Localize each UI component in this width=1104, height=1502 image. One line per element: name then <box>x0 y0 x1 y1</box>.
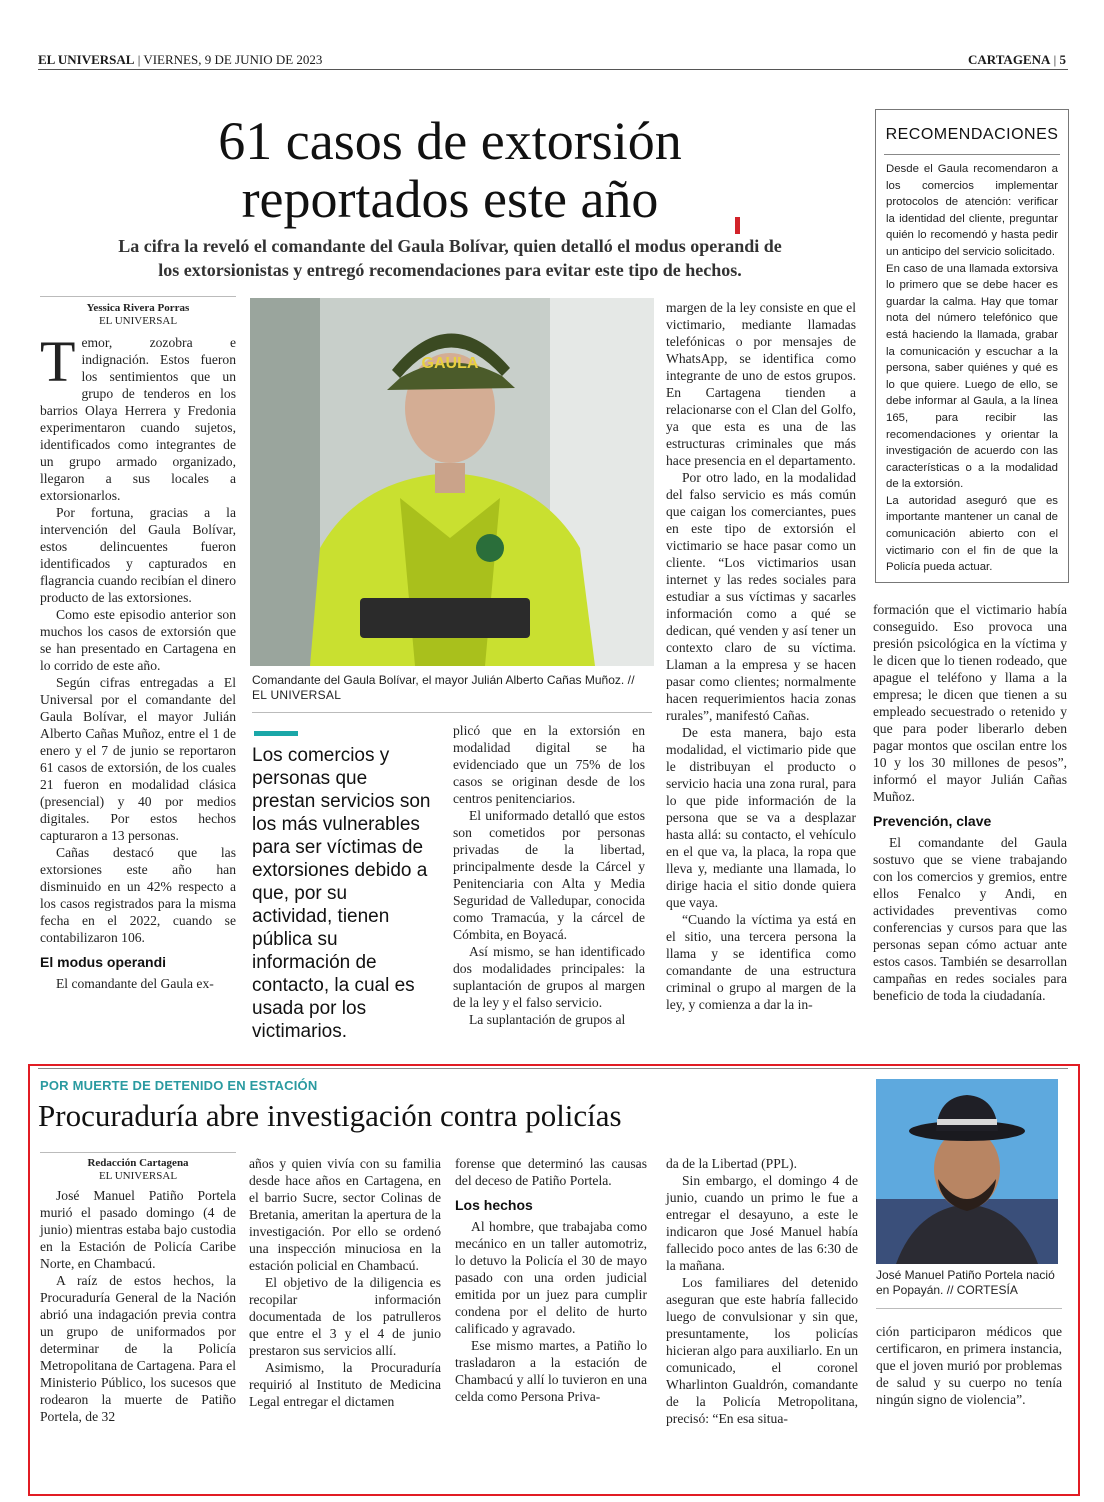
byline <box>40 302 236 328</box>
body-paragraph: ción participaron médicos que certificaron, en primera instancia, que el joven murió por problemas de salud y su cuerpo no tenía ningún signo de violencia”. <box>876 1324 1062 1407</box>
body-paragraph: El uniformado detalló que estos son cometidos por personas privadas de la libertad, principalmente desde la Cárcel y Penitenciaria con Alta y Media Seguridad de Valledupar, conocida como Tramacúa, y la cárcel de Cómbita, en Boyacá. <box>453 808 645 942</box>
recommendation-paragraph: Desde el Gaula recomendaron a los comercios implementar protocolos de atención: verificar la identidad del cliente, preguntar quién lo recomendó y hasta pedir un anticipo del servicio solicitado. <box>886 163 1058 258</box>
page-header-left: EL UNIVERSAL | VIERNES, 9 DE JUNIO DE 2023 <box>38 52 323 67</box>
headline-line-1: 61 casos de extorsión <box>218 111 682 171</box>
byline <box>40 1157 236 1183</box>
photo1-caption <box>252 673 652 703</box>
pullquote: Los comercios y personas que prestan servicios son los más vulnerables para ser víctimas de extorsiones debido a que, por su actividad, tienen pública su información de contacto, la cual es usada por los victimarios. <box>252 745 431 1042</box>
story2-kicker: POR MUERTE DE DETENIDO EN ESTACIÓN <box>40 1078 318 1093</box>
story2-column-1 <box>40 1157 236 1425</box>
header-rule <box>38 69 1068 70</box>
lead-paragraph <box>40 329 236 504</box>
body-paragraph: Los familiares del detenido aseguran que este habría fallecido luego de convulsionar y sin que, presuntamente, los policías hicieran algo para auxiliarlo. En un comunicado, el coronel Wharlinton Gualdrón, comandante de la Policía Metropolitana, precisó: “En esa situa- <box>666 1275 858 1426</box>
body-paragraph: El objetivo de la diligencia es recopilar información documentada de los patrulleros que entre el 3 y el 4 de junio prestaron sus servicios allí. <box>249 1275 441 1358</box>
byline-rule <box>40 296 236 297</box>
byline-org: EL UNIVERSAL <box>98 315 178 327</box>
recommendations-box <box>875 109 1069 583</box>
byline-org: EL UNIVERSAL <box>98 1170 178 1182</box>
issue-date: VIERNES, 9 DE JUNIO DE 2023 <box>143 52 323 67</box>
story1-column-4 <box>666 299 856 1013</box>
body-paragraph: De esta manera, bajo esta modalidad, el victimario pide que le distribuyan el producto o servicio hacia una zona rural, para lo que pide información de la persona que se va a desplazar hasta allá: su contacto, el vehículo en el que va, la placa, la ropa que lleva y, mediante una llamada, lo dirige hacia el sitio donde quiera que vaya. <box>666 725 856 910</box>
body-paragraph: años y quien vivía con su familia desde hace años en Cartagena, en el barrio Sucre, sector Colinas de Bretania, ameritan la apertura de la investigación. Por ello se ordenó una inspección minuciosa en la estación policial en Chambacú. <box>249 1156 441 1273</box>
body-paragraph: A raíz de estos hechos, la Procuraduría General de la Nación abrió una indagación previa contra un grupo de uniformados por determinar de la Policía Metropolitana de Cartagena. Para el Ministerio Público, los sucesos que rodearon la muerte de Patiño Portela, de 32 <box>40 1273 236 1424</box>
cap-text: GAULA <box>421 355 479 372</box>
drop-cap: T <box>40 329 76 394</box>
caption-rule <box>252 712 652 713</box>
page-number: 5 <box>1059 52 1066 67</box>
main-headline <box>150 112 750 228</box>
subheading-modus-operandi: El modus operandi <box>40 954 167 970</box>
subheading-prevencion: Prevención, clave <box>873 813 992 829</box>
story2-column-5 <box>876 1323 1062 1408</box>
story2-column-4 <box>666 1155 858 1427</box>
byline-name: Redacción Cartagena <box>87 1157 189 1169</box>
story1-column-5 <box>873 601 1067 1004</box>
red-accent-mark <box>735 217 740 234</box>
lead-text: emor, zozobra e indignación. Estos fueron los sentimientos que un grupo de tenderos en los barrios Olaya Herrera y Fredonia experimentaron cuando sujetos, identificados como integrantes de un grupo armado organizado, llegaron a sus locales a extorsionarlos. <box>40 335 236 503</box>
commander-photo-illustration <box>250 298 654 666</box>
body-paragraph: Por otro lado, en la modalidad del falso servicio es más común que caigan los comerciantes, pues en este tipo de extorsión el victimario se hace pasar como un cliente. “Los victimarios usan internet y las redes sociales para estudiar a sus víctimas y sacarles información como a qué se dedican, qué venden y así tener un contexto claro de su víctima. Llaman a la empresa y se hacen pasar como clientes; normalmente hacen requerimientos hacia zonas rurales”, manifestó Cañas. <box>666 470 856 723</box>
body-paragraph: forense que determinó las causas del deceso de Patiño Portela. <box>455 1156 647 1188</box>
body-paragraph: Al hombre, que trabajaba como mecánico en un taller automotriz, lo detuvo la Policía el 30 de mayo pasado con una orden judicial emitida por un juez para cumplir condena por el delito de hurto calificado y agravado. <box>455 1219 647 1336</box>
story2-headline: Procuraduría abre investigación contra policías <box>38 1098 622 1133</box>
body-paragraph: La suplantación de grupos al <box>469 1012 626 1027</box>
photo1-credit: // EL UNIVERSAL <box>252 673 635 702</box>
recommendations-rule <box>884 154 1060 155</box>
photo1-caption-text: Comandante del Gaula Bolívar, el mayor Julián Alberto Cañas Muñoz. <box>252 673 625 687</box>
byline-rule <box>40 1152 236 1153</box>
section-name: CARTAGENA <box>968 52 1051 67</box>
story2-column-2 <box>249 1155 441 1410</box>
body-paragraph: El comandante del Gaula ex- <box>56 976 214 991</box>
page-header-right: CARTAGENA | 5 <box>968 52 1066 67</box>
body-paragraph: Sin embargo, el domingo 4 de junio, cuando un primo le fue a entregar el desayuno, a este le indicaron que José Manuel había fallecido poco antes de las 6:30 de la mañana. <box>666 1173 858 1273</box>
recommendations-text <box>876 161 1068 576</box>
subhead-line-2: los extorsionistas y entregó recomendaciones para evitar este tipo de hechos. <box>158 260 742 280</box>
photo2-caption <box>876 1268 1062 1298</box>
body-paragraph: Cañas destacó que las extorsiones este año han disminuido en un 42% respecto a los casos registrados para la misma fecha en el 2022, cuando se contabilizaron 106. <box>40 845 236 945</box>
body-paragraph: margen de la ley consiste en que el victimario, mediante llamadas telefónicas o por mensajes de WhatsApp, se identifica como integrante de uno de estos grupos. En Cartagena tienden a relacionarse con el Clan del Golfo, ya que esta es una de las estructuras criminales que más hace presencia en el departamento. <box>666 300 856 468</box>
story1-column-3 <box>453 722 645 1028</box>
caption-rule <box>876 1308 1062 1309</box>
body-paragraph: da de la Libertad (PPL). <box>666 1156 797 1171</box>
recommendation-paragraph: En caso de una llamada extorsiva lo primero que se debe hacer es guardar la calma. Hay que tomar nota del número telefónico que está haciendo la llamada, grabar la comunicación y escuchar a la persona, saber quiénes y qué es lo que quiere. Luego de ello, se debe informar al Gaula, a la línea 165, para recibir las recomendaciones y orientar la investigación de acuerdo con las características o a la modalidad de la extorsión. <box>886 262 1058 491</box>
headline-line-2: reportados este año <box>241 169 659 229</box>
photo2-caption-text: José Manuel Patiño Portela nació en Popayán. <box>876 1268 1055 1297</box>
portrait-photo <box>876 1079 1058 1264</box>
body-paragraph: Por fortuna, gracias a la intervención del Gaula Bolívar, estos delincuentes fueron identificados y capturados en flagrancia cuando recibían el dinero producto de las extorsiones. <box>40 505 236 605</box>
subhead-line-1: La cifra la reveló el comandante del Gaula Bolívar, quien detalló el modus operandi de <box>118 236 782 256</box>
pullquote-accent <box>254 731 298 736</box>
body-paragraph: Según cifras entregadas a El Universal por el comandante del Gaula Bolívar, el mayor Julián Alberto Cañas Muñoz, entre el 1 de enero y el 7 de junio se reportaron 61 casos de extorsión, de los cuales 21 fueron en modalidad clásica (presencial) y 40 por medios digitales. Por estos hechos capturaron a 13 personas. <box>40 675 236 843</box>
portrait-illustration <box>876 1079 1058 1264</box>
body-paragraph: José Manuel Patiño Portela murió el pasado domingo (4 de junio) mientras estaba bajo custodia en la Estación de Policía Caribe Norte, en Chambacú. <box>40 1188 236 1271</box>
body-paragraph: Como este episodio anterior son muchos los casos de extorsión que se han presentado en Cartagena en lo corrido de este año. <box>40 607 236 673</box>
commander-photo <box>250 298 654 666</box>
byline-name: Yessica Rivera Porras <box>86 302 190 314</box>
subheading-los-hechos: Los hechos <box>455 1197 533 1213</box>
body-paragraph: El comandante del Gaula sostuvo que se viene trabajando con los comercios y gremios, entre ellos Fenalco y Andi, en actividades preventivas como conferencias y cursos para que las personas sepan cómo actuar ante estos casos. También se desarrollan campañas en redes sociales para beneficio de toda la ciudadanía. <box>873 835 1067 1003</box>
body-paragraph: formación que el victimario había conseguido. Eso provoca una presión psicológica en la víctima y le dicen que lo tienen rodeado, que apague el teléfono y llama a la empresa; le dicen que tienen a su empleado secuestrado o retenido y que para poder liberarlo deben pagar montos que oscilan entre los 10 y los 30 millones de pesos”, informó el mayor Julián Cañas Muñoz. <box>873 602 1067 804</box>
body-paragraph: Asimismo, la Procuraduría requirió al Instituto de Medicina Legal entregar el dictamen <box>249 1360 441 1409</box>
body-paragraph: plicó que en la extorsión en modalidad digital se ha evidenciado que un 75% de los casos se originan desde de los centros penitenciarios. <box>453 723 645 806</box>
main-subhead <box>110 234 790 282</box>
recommendations-title: RECOMENDACIONES <box>885 126 1059 143</box>
recommendation-paragraph: La autoridad aseguró que es importante mantener un canal de comunicación abierto con el victimario con el fin de que la Policía pueda actuar. <box>886 494 1058 574</box>
photo2-credit: // CORTESÍA <box>946 1283 1018 1297</box>
paper-name: EL UNIVERSAL <box>38 52 135 67</box>
body-paragraph: Ese mismo martes, a Patiño lo trasladaron a la estación de Chambacú y allí lo tuvieron en una celda como Persona Priva- <box>455 1338 647 1404</box>
body-paragraph: Así mismo, se han identificado dos modalidades principales: la suplantación de grupos al margen de la ley y el falso servicio. <box>453 944 645 1010</box>
body-paragraph: “Cuando la víctima ya está en el sitio, una tercera persona la llama y se identifica como comandante de una estructura criminal o grupo al margen de la ley, y comienza a dar la in- <box>666 912 856 1012</box>
story1-column-1 <box>40 302 236 992</box>
story2-column-3 <box>455 1155 647 1405</box>
